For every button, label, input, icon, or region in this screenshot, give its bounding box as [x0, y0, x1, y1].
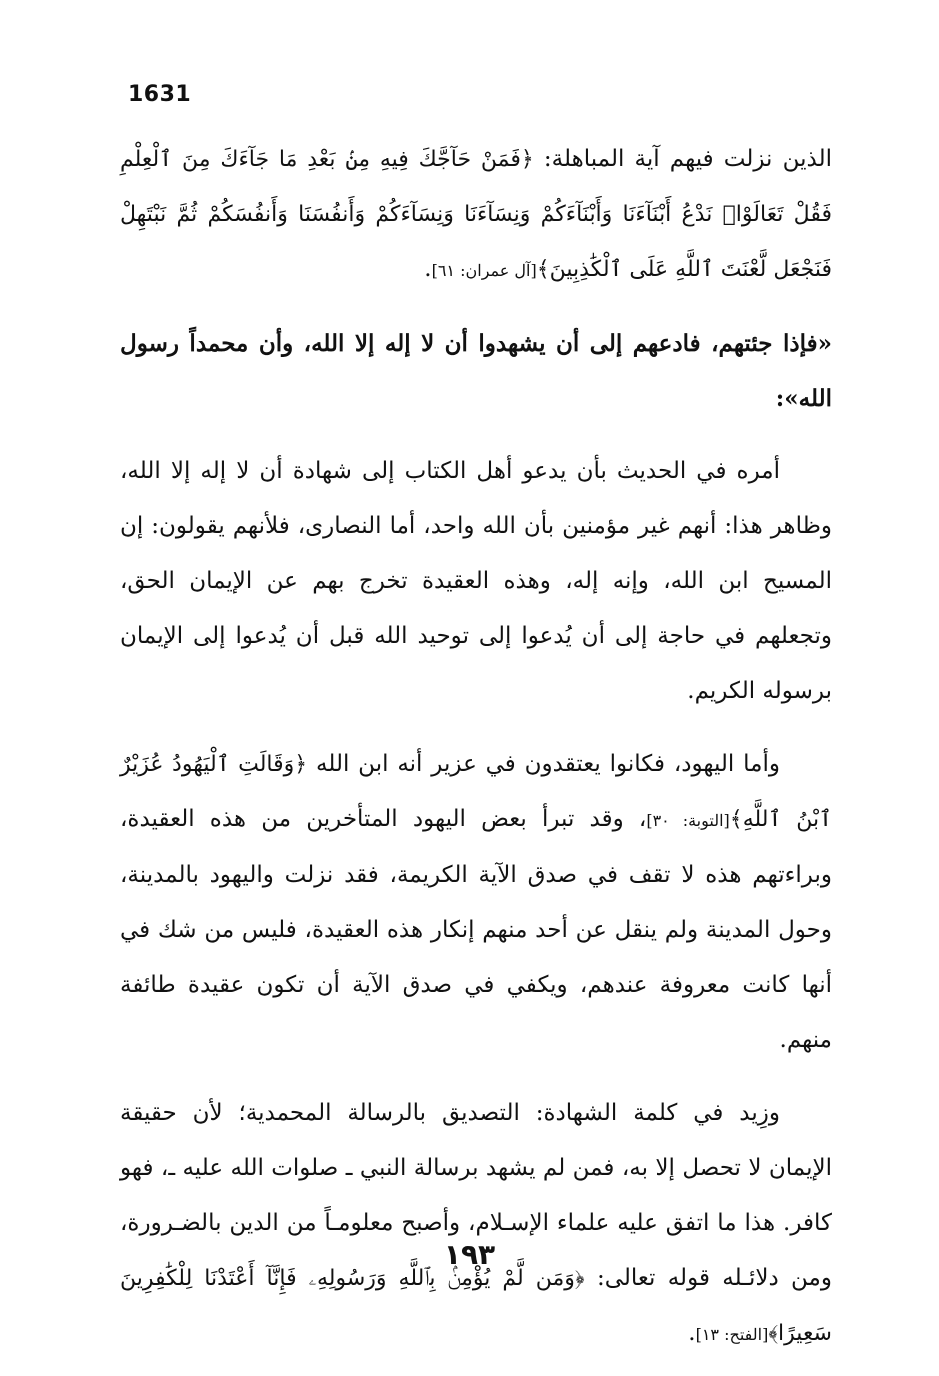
paragraph-lead: وزِيد في كلمة الشهادة: التصديق بالرسالة المحمدية؛ لأن حقيقة الإيمان لا تحصل إلا به، فمن لم يشهد برسالة النبي ـ صلوات الله عليه ـ، فهو كافر. هذا ما اتفق عليه علماء الإسـلام، وأصبح معلومـاً من الدين بالضـرورة، ومن دلائـله قوله تعالى: — [120, 1100, 832, 1291]
quran-verse: ﴿وَقَالَتِ ٱلْيَهُودُ عُزَيْرٌ ٱبْنُ ٱللَّهِ﴾ — [120, 752, 832, 832]
verse-reference: [الفتح: ١٣] — [695, 1325, 769, 1344]
paragraph-end: ، وقد تبرأ بعض اليهود المتأخرين من هذه العقيدة، وبراءتهم هذه لا تقف في صدق الآية الكريمة، فقد نزلت واليهود بالمدينة، وحول المدينة ولم ينقل عن أحد منهم إنكار هذه العقيدة، فليس من شك في أنها كانت معروفة عندهم، ويكفي في صدق الآية أن تكون عقيدة طائفة منهم. — [120, 806, 832, 1053]
quran-verse: ﴿فَمَنْ حَآجَّكَ فِيهِ مِنۢ بَعْدِ مَا جَآءَكَ مِنَ ٱلْعِلْمِ فَقُلْ تَعَالَوْا۟ نَدْعُ أَبْنَآءَنَا وَأَبْنَآءَكُمْ وَنِسَآءَنَا وَنِسَآءَكُمْ وَأَنفُسَنَا وَأَنفُسَكُمْ ثُمَّ نَبْتَهِلْ فَنَجْعَل لَّعْنَتَ ٱللَّهِ عَلَى ٱلْكَٰذِبِينَ﴾ — [120, 147, 832, 282]
paragraph-shahada — [120, 1086, 832, 1362]
paragraph-lead: الذين نزلت فيهم آية المباهلة: — [533, 146, 832, 172]
paragraph-christians: أمره في الحديث بأن يدعو أهل الكتاب إلى شهادة أن لا إله إلا الله، وظاهر هذا: أنهم غير مؤمنين بأن الله واحد، أما النصارى، فلأنهم يقولون: إن المسيح ابن الله، وإنه إله، وهذه العقيدة تخرج بهم عن الإيمان الحق، وتجعلهم في حاجة إلى أن يُدعوا إلى توحيد الله قبل أن يُدعوا إلى الإيمان برسوله الكريم. — [120, 458, 832, 704]
hadith-quote: «فإذا جئتهم، فادعهم إلى أن يشهدوا أن لا إله إلا الله، وأن محمداً رسول الله»: — [120, 330, 832, 412]
paragraph-jews — [120, 737, 832, 1068]
paragraph-end: . — [424, 256, 432, 282]
quran-verse: ﴿وَمَن لَّمْ يُؤْمِنۢ بِٱللَّهِ وَرَسُولِهِۦ فَإِنَّآ أَعْتَدْنَا لِلْكَٰفِرِينَ سَعِيرًا﴾ — [120, 1266, 832, 1346]
verse-reference: [التوبة: ٣٠] — [646, 811, 730, 830]
verse-reference: [آل عمران: ٦١] — [431, 261, 537, 280]
paragraph-end: . — [688, 1320, 696, 1346]
page-number: ١٩٣ — [443, 1238, 496, 1271]
paragraph-lead: وأما اليهود، فكانوا يعتقدون في عزير أنه ابن الله — [307, 751, 780, 777]
document-body — [120, 132, 832, 1362]
page-id-number: 1631 — [128, 82, 192, 107]
paragraph-mubahala — [120, 132, 832, 298]
